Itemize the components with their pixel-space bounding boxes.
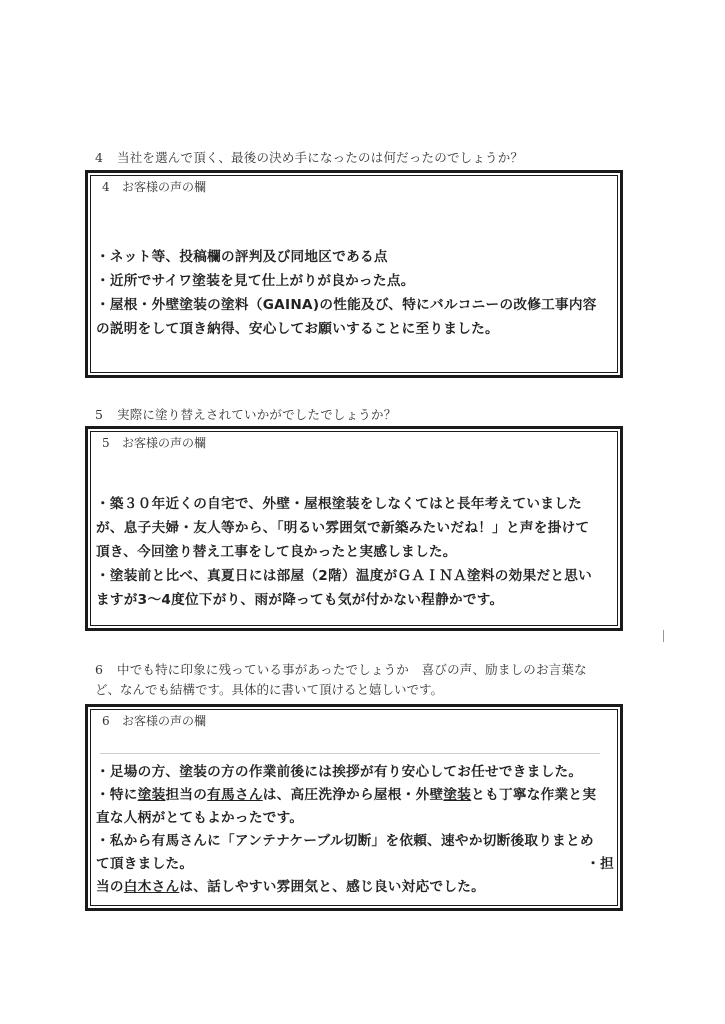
question-5	[95, 405, 396, 423]
answer-6-line-5-part-b: ・担	[586, 856, 614, 872]
answer-5-line-4: ・塗装前と比べ、真夏日には部屋（2階）温度がＧＡＩＮＡ塗料の効果だと思い	[96, 568, 593, 584]
scan-mark	[663, 630, 664, 642]
answer-box-4-label: お客様の声の欄	[122, 180, 207, 194]
answer-6-line-3: 直な人柄がとてもよかったです。	[96, 810, 304, 826]
answer-5-line-5: ますが3～4度位下がり、雨が降っても気が付かない程静かです。	[96, 592, 504, 608]
answer-box-5	[85, 426, 623, 631]
answer-5-line-1: ・築３０年近くの自宅で、外壁・屋根塗装をしなくてはと長年考えていました	[96, 496, 583, 512]
answer-box-4-title	[102, 178, 206, 195]
answer-box-4-number: 4	[102, 180, 110, 194]
answer-5-line-2: が、息子夫婦・友人等から、「明るい雰囲気で新築みたいだね！」と声を掛けて	[96, 520, 590, 536]
answer-box-6-number: 6	[102, 714, 110, 728]
answer-6-line-6-underlined-shiraki: 白木さん	[123, 879, 180, 895]
answer-6-line-2-underlined-painting-2: 塗装	[443, 787, 472, 803]
answer-box-6-title	[102, 712, 206, 729]
question-4-number: 4	[95, 150, 104, 165]
answer-box-5-number: 5	[102, 436, 110, 450]
answer-box-5-title	[102, 434, 206, 451]
question-6	[95, 660, 587, 678]
answer-6-line-1: ・足場の方、塗装の方の作業前後には挨拶が有り安心してお任せできました。	[96, 764, 583, 780]
answer-5-line-3: 頂き、今回塗り替え工事をして良かったと実感しました。	[96, 544, 457, 560]
answer-6-line-2-part-g: とも丁寧な作業と実	[471, 787, 597, 803]
answer-box-4	[85, 170, 623, 378]
answer-box-5-label: お客様の声の欄	[122, 436, 207, 450]
answer-6-line-2-underlined-painting-1: 塗装	[137, 787, 166, 803]
question-6-number: 6	[95, 662, 104, 677]
answer-6-line-5-part-a: て頂きました。	[96, 856, 194, 872]
answer-6-line-2-underlined-arima: 有馬さん	[207, 787, 263, 803]
question-4-text: 当社を選んで頂く、最後の決め手になったのは何だったのでしょうか？	[117, 150, 524, 165]
question-6-text-line-1: 中でも特に印象に残っている事があったでしょうか 喜びの声、励ましのお言葉な	[117, 662, 587, 677]
answer-4-line-4: の説明をして頂き納得、安心してお願いすることに至りました。	[96, 321, 499, 337]
question-4	[95, 148, 523, 166]
answer-6-line-4: ・私から有馬さんに「アンテナケーブル切断」を依頼、速やか切断後取りまとめ	[96, 833, 594, 849]
answer-4-line-3: ・屋根・外壁塗装の塗料（GAINA)の性能及び、特にバルコニーの改修工事内容	[96, 297, 597, 313]
question-5-number: 5	[95, 407, 104, 422]
answer-6-line-5	[96, 852, 614, 872]
answer-4-line-1: ・ネット等、投稿欄の評判及び同地区である点	[96, 249, 388, 265]
answer-6-line-2-part-c: 担当の	[165, 787, 208, 803]
answer-6-line-6-part-a: 当の	[96, 879, 124, 895]
answer-6-line-6-part-c: は、話しやすい雰囲気と、感じ良い対応でした。	[179, 879, 486, 895]
question-5-text: 実際に塗り替えされていかがでしたでしょうか？	[117, 407, 397, 422]
answer-6-line-2-part-e: は、高圧洗浄から屋根・外壁	[262, 787, 444, 803]
answer-4-line-2: ・近所でサイワ塗装を見て仕上がりが良かった点。	[96, 273, 415, 289]
answer-box-6-divider	[100, 753, 600, 754]
answer-box-6	[85, 704, 623, 911]
question-6-text-line-2: ど、なんでも結構です。具体的に書いて頂けると嬉しいです。	[95, 682, 444, 697]
answer-6-line-6	[96, 875, 485, 895]
answer-6-line-2	[96, 783, 596, 803]
answer-6-line-2-part-a: ・特に	[96, 787, 138, 803]
answer-box-6-label: お客様の声の欄	[122, 714, 207, 728]
